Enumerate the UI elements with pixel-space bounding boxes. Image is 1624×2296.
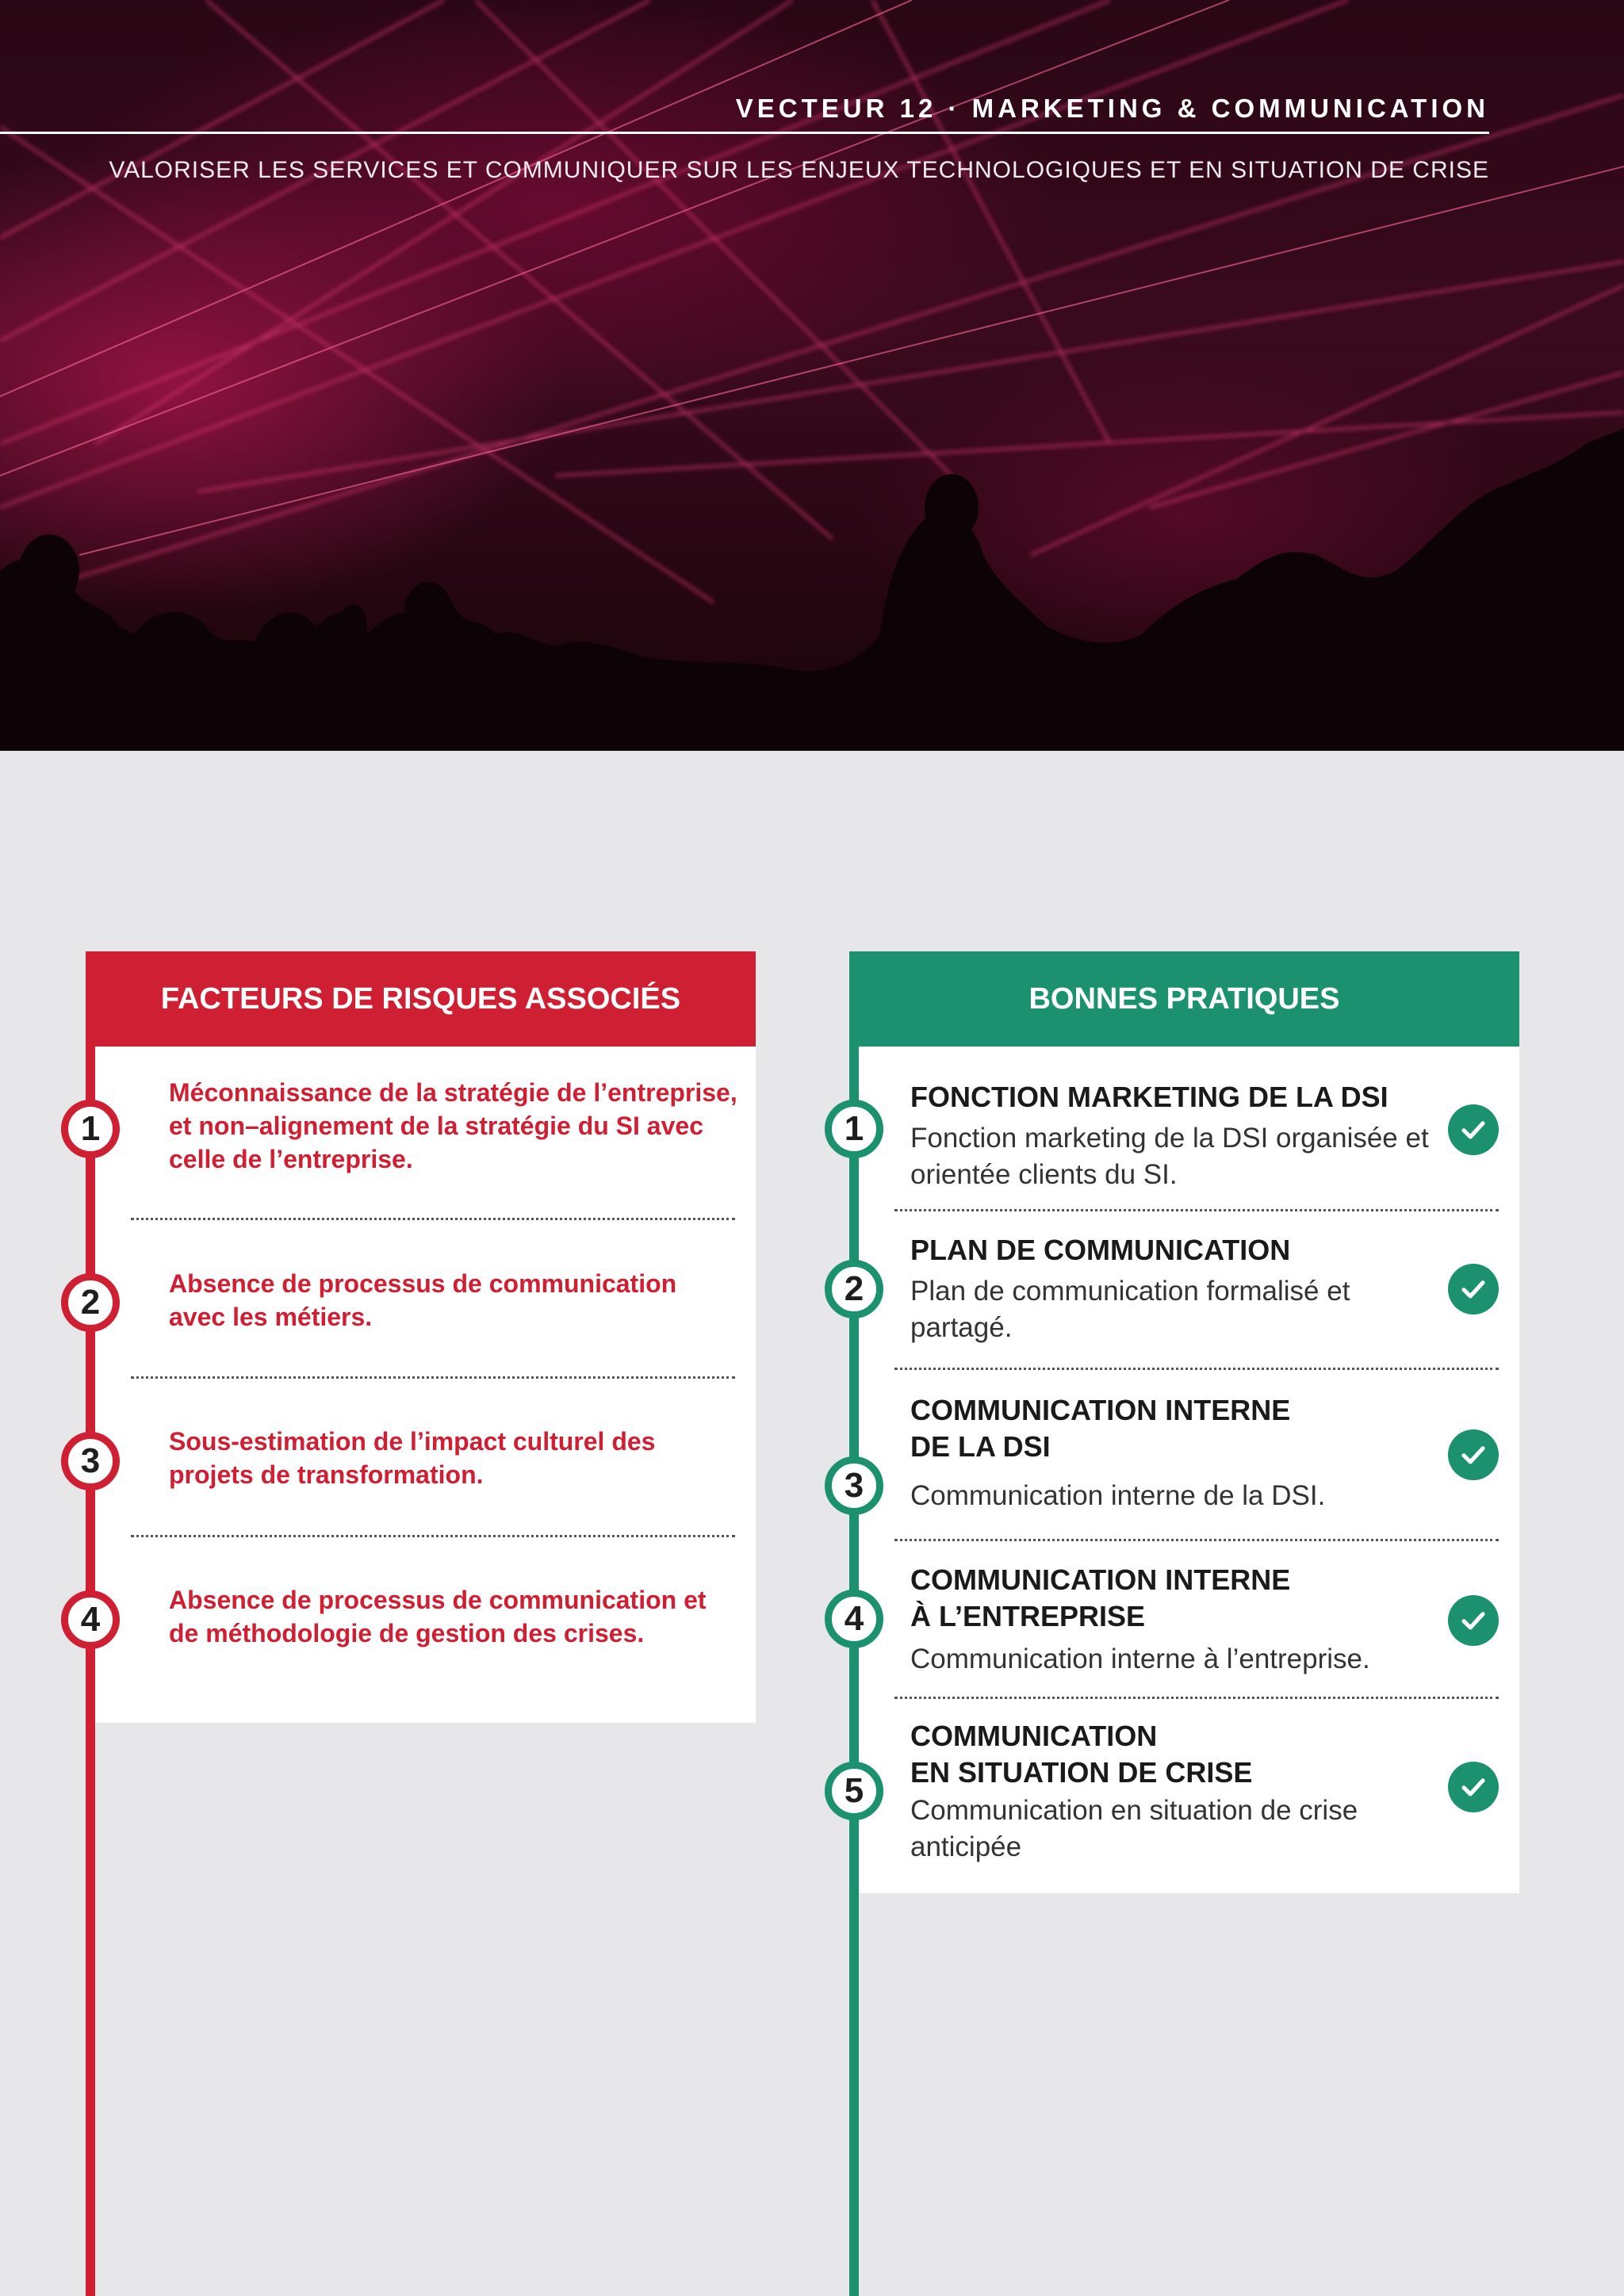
practice-title: COMMUNICATION EN SITUATION DE CRISE xyxy=(910,1720,1253,1789)
practice-number-badge: 1 xyxy=(825,1100,883,1158)
practice-description: Communication interne de la DSI. xyxy=(910,1480,1326,1511)
practice-number-badge: 2 xyxy=(825,1260,883,1318)
practice-number-badge: 5 xyxy=(825,1762,883,1820)
practice-title: COMMUNICATION INTERNE À L’ENTREPRISE xyxy=(910,1563,1291,1632)
practice-description: Fonction marketing de la DSI organisée et orientée clients du SI. xyxy=(910,1123,1429,1190)
divider xyxy=(894,1539,1499,1541)
check-icon xyxy=(1448,1264,1499,1314)
risk-number-badge: 3 xyxy=(61,1432,120,1490)
check-icon xyxy=(1448,1762,1499,1812)
hero-banner xyxy=(0,0,1624,751)
practice-title: FONCTION MARKETING DE LA DSI xyxy=(910,1081,1388,1113)
divider xyxy=(894,1368,1499,1370)
practice-title: PLAN DE COMMUNICATION xyxy=(910,1234,1291,1266)
practices-heading: BONNES PRATIQUES xyxy=(849,951,1519,1047)
practice-description: Communication interne à l’entreprise. xyxy=(910,1644,1370,1674)
risk-text: Sous-estimation de l’impact culturel des projets de transformation. xyxy=(169,1427,656,1489)
practice-description: Communication en situation de crise anticipée xyxy=(910,1795,1358,1862)
divider xyxy=(131,1376,735,1379)
risk-number-badge: 2 xyxy=(61,1273,120,1332)
check-icon xyxy=(1448,1429,1499,1480)
practice-number-badge: 4 xyxy=(825,1590,883,1648)
vector-subtitle: VALORISER LES SERVICES ET COMMUNIQUER SUR LES ENJEUX TECHNOLOGIQUES ET EN SITUATION DE CRISE xyxy=(109,157,1489,183)
check-icon xyxy=(1448,1104,1499,1155)
divider xyxy=(894,1697,1499,1699)
risk-text: Absence de processus de communication avec les métiers. xyxy=(169,1269,677,1331)
divider xyxy=(131,1218,735,1220)
risk-text: Absence de processus de communication et de méthodologie de gestion des crises. xyxy=(169,1586,707,1647)
divider xyxy=(894,1209,1499,1211)
practice-number-badge: 3 xyxy=(825,1456,883,1515)
vector-title: VECTEUR 12 · MARKETING & COMMUNICATION xyxy=(735,94,1489,123)
risk-number-badge: 4 xyxy=(61,1590,120,1649)
practice-description: Plan de communication formalisé et partagé. xyxy=(910,1276,1350,1343)
title-rule xyxy=(0,132,1489,134)
check-icon xyxy=(1448,1595,1499,1646)
practice-title: COMMUNICATION INTERNE DE LA DSI xyxy=(910,1394,1291,1463)
risk-number-badge: 1 xyxy=(61,1100,120,1158)
risks-heading: FACTEURS DE RISQUES ASSOCIÉS xyxy=(86,951,756,1047)
risk-text: Méconnaissance de la stratégie de l’entreprise, et non–alignement de la stratégie du SI avec celle de l’entreprise. xyxy=(169,1078,737,1173)
divider xyxy=(131,1535,735,1537)
crowd-silhouette xyxy=(0,428,1624,751)
